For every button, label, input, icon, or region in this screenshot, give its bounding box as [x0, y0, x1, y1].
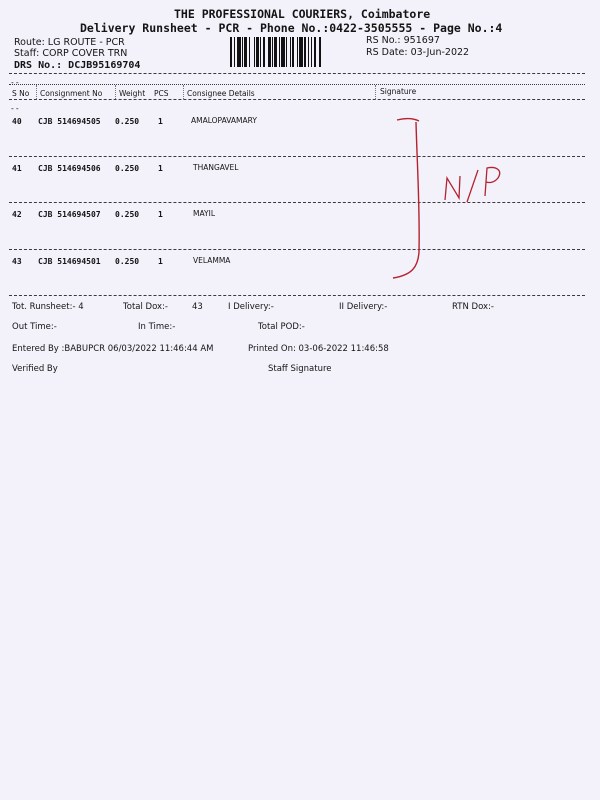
printed-on: Printed On: 03-06-2022 11:46:58	[248, 344, 389, 354]
row-weight: 0.250	[115, 210, 140, 219]
col-details-header: Consignee Details	[187, 89, 255, 98]
row-sno: 42	[12, 210, 22, 219]
rtn-dox: RTN Dox:-	[452, 302, 494, 312]
staff-signature: Staff Signature	[268, 364, 332, 374]
divider	[9, 84, 585, 85]
column-separator	[115, 85, 116, 99]
row-divider	[9, 295, 585, 296]
row-consignee: MAYIL	[193, 209, 215, 218]
column-separator	[36, 85, 37, 99]
row-weight: 0.250	[115, 257, 140, 266]
row-sno: 40	[12, 117, 22, 126]
i-delivery: I Delivery:-	[228, 302, 274, 312]
col-signature-header: Signature	[380, 87, 417, 96]
rs-number: RS No.: 951697	[366, 35, 440, 46]
company-title: THE PROFESSIONAL COURIERS, Coimbatore	[174, 7, 431, 21]
rs-date: RS Date: 03-Jun-2022	[366, 47, 470, 58]
divider	[9, 73, 585, 74]
col-pcs-header: PCS	[154, 89, 169, 98]
col-sno-header: S No	[12, 89, 30, 98]
row-consignment: CJB 514694501	[38, 257, 101, 266]
runsheet-subtitle: Delivery Runsheet - PCR - Phone No.:0422-3505555 - Page No.:4	[80, 21, 503, 35]
col-weight-header: Weight	[119, 89, 146, 98]
tot-runsheet: Tot. Runsheet:- 4	[12, 302, 84, 312]
column-separator	[183, 85, 184, 99]
out-time: Out Time:-	[12, 322, 57, 332]
row-weight: 0.250	[115, 164, 140, 173]
row-consignment: CJB 514694506	[38, 164, 101, 173]
ii-delivery: II Delivery:-	[339, 302, 388, 312]
route-label: Route: LG ROUTE - PCR	[14, 37, 125, 48]
divider-mark: --	[10, 104, 20, 113]
row-pcs: 1	[158, 117, 163, 126]
handwritten-signature	[385, 112, 525, 287]
drs-number: DRS No.: DCJB95169704	[14, 60, 141, 71]
row-sno: 41	[12, 164, 22, 173]
column-separator	[375, 85, 376, 99]
in-time: In Time:-	[138, 322, 176, 332]
col-consignment-header: Consignment No	[40, 89, 103, 98]
divider-mark: --	[10, 78, 20, 87]
row-consignee: THANGAVEL	[193, 163, 239, 172]
row-pcs: 1	[158, 164, 163, 173]
row-consignment: CJB 514694507	[38, 210, 101, 219]
barcode	[230, 37, 355, 67]
row-consignee: AMALOPAVAMARY	[191, 116, 257, 125]
verified-by: Verified By	[12, 364, 58, 374]
row-consignee: VELAMMA	[193, 256, 231, 265]
row-weight: 0.250	[115, 117, 140, 126]
divider	[9, 99, 585, 100]
row-consignment: CJB 514694505	[38, 117, 101, 126]
total-dox-value: 43	[192, 302, 203, 312]
total-pod: Total POD:-	[258, 322, 305, 332]
staff-label: Staff: CORP COVER TRN	[14, 48, 128, 59]
row-pcs: 1	[158, 210, 163, 219]
row-pcs: 1	[158, 257, 163, 266]
row-sno: 43	[12, 257, 22, 266]
entered-by: Entered By :BABUPCR 06/03/2022 11:46:44 AM	[12, 344, 214, 354]
barcode-stripe	[321, 37, 322, 67]
total-dox-label: Total Dox:-	[123, 302, 168, 312]
